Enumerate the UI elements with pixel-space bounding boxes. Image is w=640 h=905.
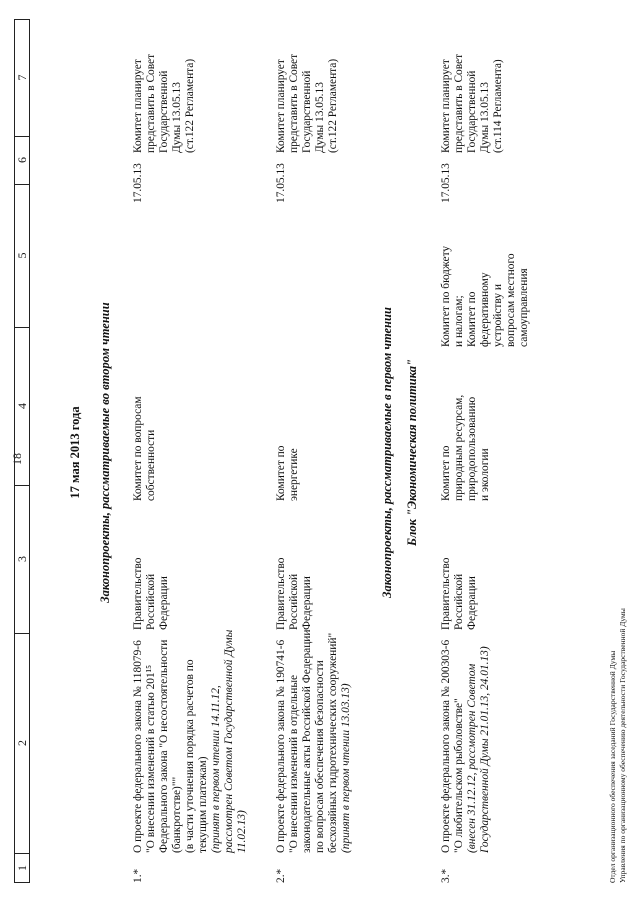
column-header-7: 7 <box>15 19 29 137</box>
status-note: Комитет планирует представить в Совет Государственной Думы 13.05.13 (ст.122 Регламента) <box>275 53 339 153</box>
block-heading: Блок "Экономическая политика" <box>405 359 419 546</box>
bill-note: (принят в первом чтении 14.11.12, рассмотрен Советом Государственной Думы 11.02.13) <box>210 629 248 853</box>
column-header-1: 1 <box>15 865 29 871</box>
row-number: 1.* <box>132 868 144 883</box>
status-note: Комитет планирует представить в Совет Государственной Думы 13.05.13 (ст.114 Регламента) <box>440 53 504 153</box>
co-committee: Комитет по бюджету и налогам; Комитет по федеративному устройству и вопросам местного самоуправления <box>440 245 530 347</box>
column-header-5: 5 <box>15 184 29 328</box>
bill-title: О проекте федерального закона № 200303-6 "О любительском рыболовстве" <box>440 639 465 853</box>
responsible-committee: Комитет по энергетике <box>275 445 300 501</box>
status-note: Комитет планирует представить в Совет Государственной Думы 13.05.13 (ст.122 Регламента) <box>132 53 196 153</box>
column-header-4: 4 <box>15 327 29 486</box>
bill-note: (внесен 31.12.12, рассмотрен Советом Государственной Думы 21.01.13, 24.01.13) <box>466 646 491 853</box>
bill-author: Правительство Российской Федерации <box>275 557 313 630</box>
review-date: 17.05.13 <box>440 163 452 203</box>
column-header-6: 6 <box>15 136 29 185</box>
review-date: 17.05.13 <box>275 163 287 203</box>
bill-title: О проекте федерального закона № 190741-6 "О внесении изменений в отдельные законодательные акты Российской Федерации по вопросам обеспечения безопасности бесхозяйных гидротехнических сооружений" <box>275 629 339 853</box>
footer-line-1: Отдел организационного обеспечения заседаний Государственной Думы <box>608 650 617 883</box>
row-number: 2.* <box>275 868 287 883</box>
responsible-committee: Комитет по вопросам собственности <box>132 396 157 501</box>
review-date: 17.05.13 <box>132 163 144 203</box>
responsible-committee: Комитет по природным ресурсам, природопользованию и экологии <box>440 394 491 501</box>
column-header-3: 3 <box>15 485 29 634</box>
row-number: 3.* <box>440 868 452 883</box>
column-header-row <box>14 19 30 883</box>
bill-note: (принят в первом чтении 13.03.13) <box>340 683 352 853</box>
bill-author: Правительство Российской Федерации <box>440 557 478 630</box>
page-number: 18 <box>10 453 24 465</box>
footer-line-2: Управления по организационному обеспечению деятельности Государственной Думы <box>618 608 627 883</box>
section-heading-second-reading: Законопроекты, рассматриваемые во втором чтении <box>98 302 112 603</box>
date-heading: 17 мая 2013 года <box>68 406 82 499</box>
column-header-2: 2 <box>15 633 29 854</box>
bill-title: О проекте федерального закона № 118079-6 "О внесении изменений в статью 201¹⁵ Федерального закона "О несостоятельности (банкротстве)"" (в части уточнения порядка расчетов по текущим платежам) <box>132 639 209 853</box>
bill-author: Правительство Российской Федерации <box>132 557 170 630</box>
section-heading-first-reading: Законопроекты, рассматриваемые в первом чтении <box>380 307 394 598</box>
